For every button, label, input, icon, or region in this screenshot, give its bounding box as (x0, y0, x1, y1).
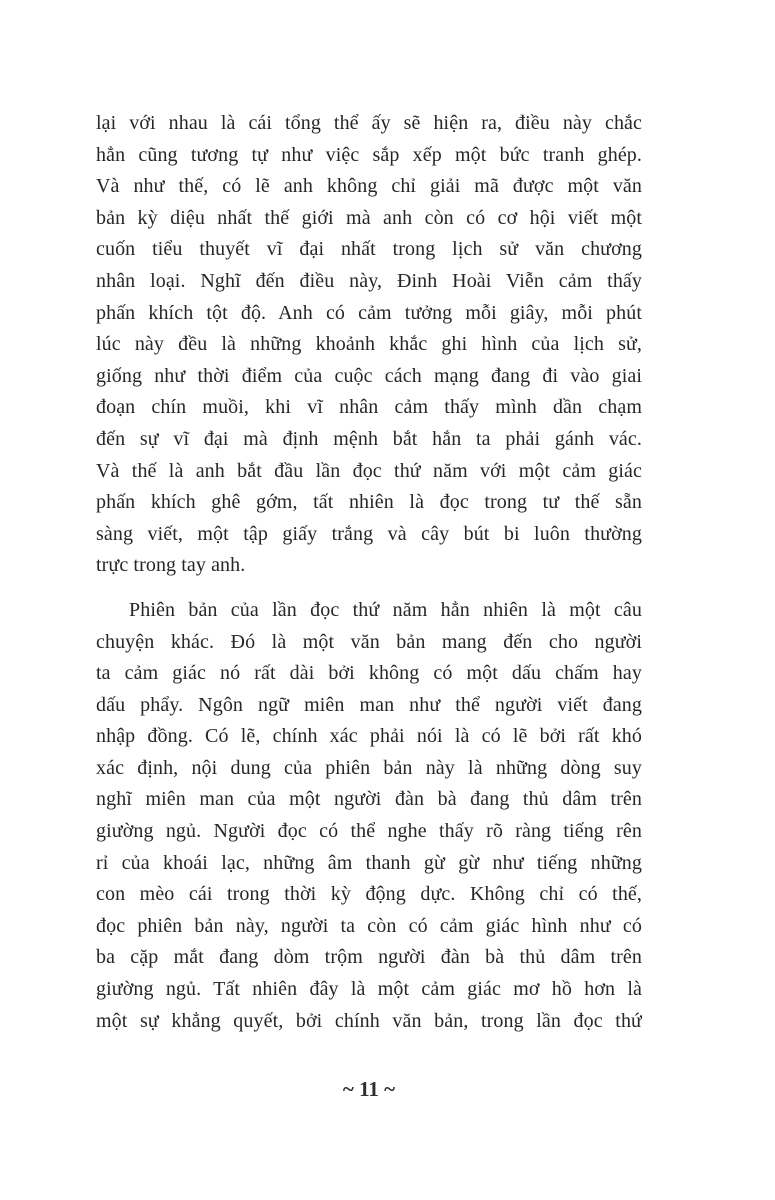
page-number: ~ 11 ~ (342, 1077, 396, 1101)
text-line: Và thế là anh bắt đầu lần đọc thứ năm với một cảm giác (96, 459, 642, 482)
text-line: cuốn tiểu thuyết vĩ đại nhất trong lịch sử văn chương (96, 238, 642, 261)
paragraph-2 (96, 595, 642, 1037)
text-line: nhập đồng. Có lẽ, chính xác phải nói là có lẽ bởi rất khó (96, 725, 642, 748)
text-line: rỉ của khoái lạc, những âm thanh gừ gừ như tiếng những (96, 851, 642, 874)
text-line: xác định, nội dung của phiên bản này là những dòng suy (96, 756, 642, 779)
paragraph-1 (96, 108, 642, 582)
text-block (96, 108, 642, 1037)
text-line: dấu phẩy. Ngôn ngữ miên man như thể người viết đang (96, 693, 642, 716)
text-line: lúc này đều là những khoảnh khắc ghi hình của lịch sử, (96, 333, 642, 356)
text-line: một sự khẳng quyết, bởi chính văn bản, trong lần đọc thứ (96, 1009, 642, 1032)
text-line: phấn khích ghê gớm, tất nhiên là đọc trong tư thế sẵn (96, 491, 642, 514)
text-line: giường ngủ. Tất nhiên đây là một cảm giác mơ hồ hơn là (96, 978, 642, 1001)
text-line: hẳn cũng tương tự như việc sắp xếp một bức tranh ghép. (96, 143, 642, 166)
text-line: Và như thế, có lẽ anh không chỉ giải mã được một văn (96, 175, 642, 198)
text-line: con mèo cái trong thời kỳ động dực. Không chỉ có thế, (96, 883, 642, 906)
text-line: phấn khích tột độ. Anh có cảm tưởng mỗi giây, mỗi phút (96, 301, 642, 324)
text-line: ta cảm giác nó rất dài bởi không có một dấu chấm hay (96, 662, 642, 685)
text-line: sàng viết, một tập giấy trắng và cây bút bi luôn thường (96, 522, 642, 545)
text-line: giống như thời điểm của cuộc cách mạng đang đi vào giai (96, 364, 642, 387)
text-line: ba cặp mắt đang dòm trộm người đàn bà thủ dâm trên (96, 946, 642, 969)
text-line: lại với nhau là cái tổng thể ấy sẽ hiện ra, điều này chắc (96, 112, 642, 134)
text-line: bản kỳ diệu nhất thế giới mà anh còn có cơ hội viết một (96, 206, 642, 229)
text-line: Phiên bản của lần đọc thứ năm hẳn nhiên là một câu (129, 598, 642, 621)
text-line: đoạn chín muồi, khi vĩ nhân cảm thấy mình dần chạm (96, 396, 642, 419)
text-line: nghĩ miên man của một người đàn bà đang thủ dâm trên (96, 788, 642, 811)
text-line: đọc phiên bản này, người ta còn có cảm giác hình như có (96, 914, 642, 937)
text-line: trực trong tay anh. (96, 554, 246, 577)
text-line: giường ngủ. Người đọc có thể nghe thấy rõ ràng tiếng rên (96, 820, 642, 843)
text-line: chuyện khác. Đó là một văn bản mang đến cho người (96, 630, 642, 653)
text-line: nhân loại. Nghĩ đến điều này, Đinh Hoài Viễn cảm thấy (96, 269, 642, 292)
text-line: đến sự vĩ đại mà định mệnh bắt hắn ta phải gánh vác. (96, 427, 642, 450)
